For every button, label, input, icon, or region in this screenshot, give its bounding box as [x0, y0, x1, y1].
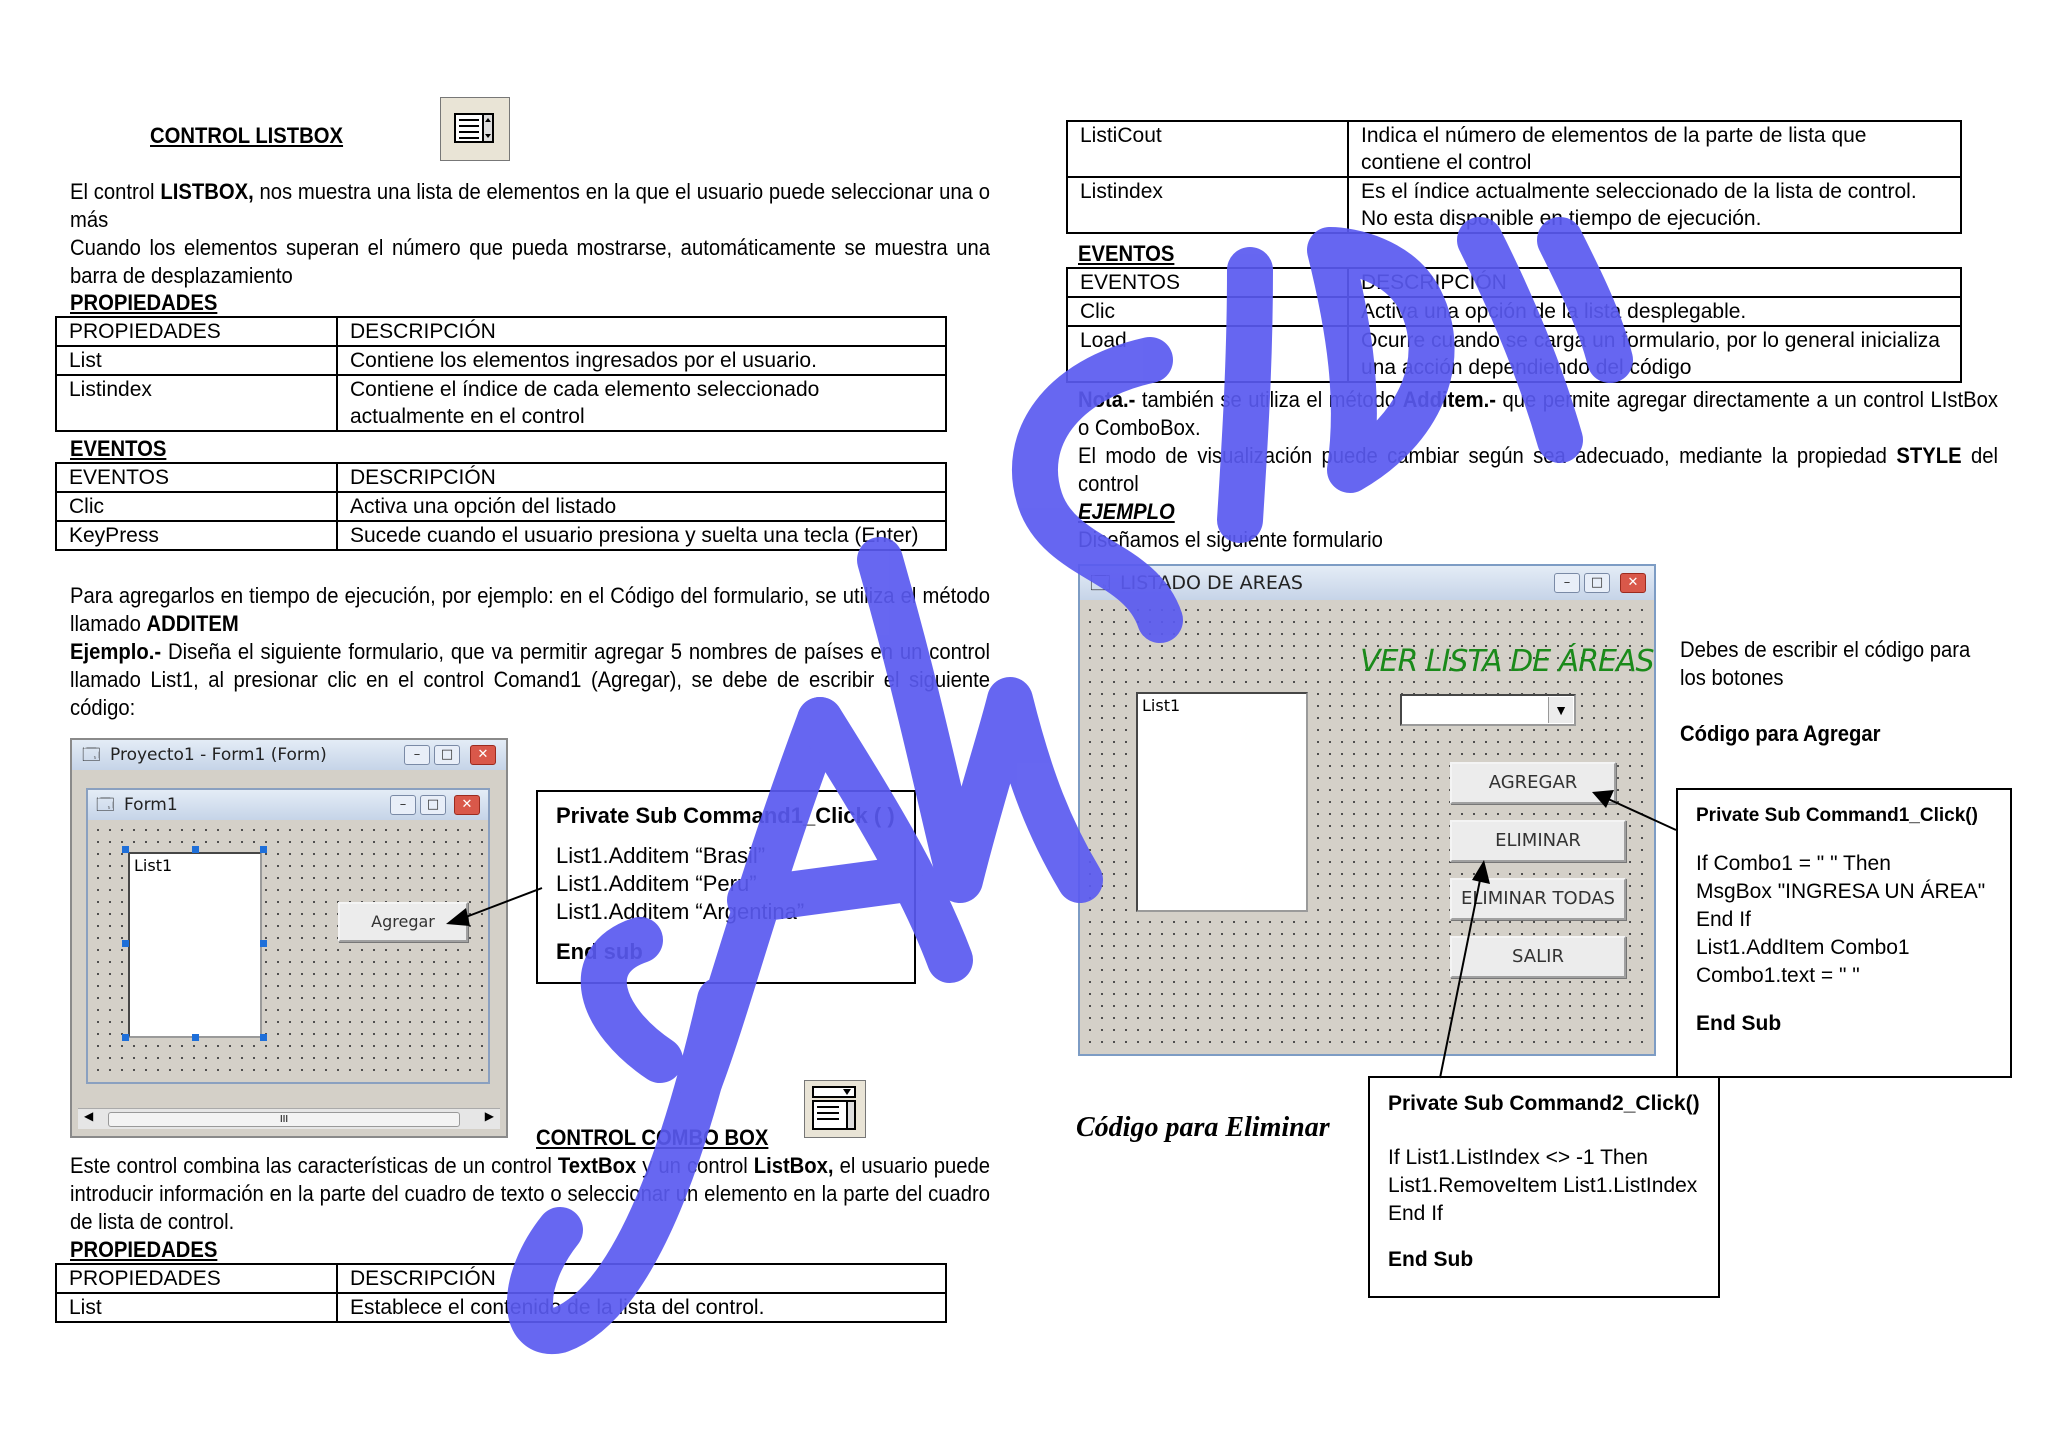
scroll-left-icon[interactable]: ◀ — [84, 1109, 94, 1123]
listbox-intro-paragraph: El control LISTBOX, nos muestra una lista de elementos en la que el usuario puede seleccionar una o más Cuando los elementos superan el número que pueda mostrarse, automáticamente se muestra una barra de desplazamiento — [70, 179, 991, 288]
code-title: Private Sub Command1_Click ( ) — [556, 803, 895, 828]
additem-paragraph: Para agregarlos en tiempo de ejecución, por ejemplo: en el Código del formulario, se utiliza el método llamado ADDITEM Ejemplo.- Diseña el siguiente formulario, que va permitir agregar 5 nombres de países en un control llamado List1, al presionar clic en el control Comand1 (Agregar), se debe de escribir el siguiente código: — [70, 583, 991, 720]
table-cell: Activa una opción de la lista desplegable. — [1348, 297, 1961, 326]
table-cell: Contiene el índice de cada elemento seleccionado actualmente en el control — [337, 375, 946, 431]
code-line: If Combo1 = " " Then — [1696, 852, 1891, 875]
vb-project-titlebar — [72, 740, 506, 770]
table-header: DESCRIPCIÓN — [337, 317, 946, 346]
eliminar-button[interactable]: ELIMINAR — [1450, 820, 1626, 862]
combobox-properties-table — [55, 1263, 947, 1323]
table-header: DESCRIPCIÓN — [1348, 268, 1961, 297]
listbox-title: CONTROL LISTBOX — [150, 123, 344, 148]
code-end: End Sub — [1696, 1012, 1782, 1035]
vb-project-window — [70, 738, 508, 1138]
table-header: PROPIEDADES — [56, 317, 337, 346]
table-cell: List — [56, 346, 337, 375]
table-cell: Establece el contenido de la lista del control. — [337, 1293, 946, 1322]
side-note: Debes de escribir el código para los botones — [1680, 637, 1971, 690]
combobox-properties-heading: PROPIEDADES — [70, 1237, 218, 1262]
table-header: EVENTOS — [56, 463, 337, 492]
command2-code-box — [1368, 1076, 1720, 1298]
chevron-down-icon[interactable]: ▼ — [1548, 697, 1573, 723]
salir-button[interactable]: SALIR — [1450, 936, 1626, 978]
table-header: PROPIEDADES — [56, 1264, 337, 1293]
maximize-icon[interactable]: □ — [1584, 573, 1610, 593]
nota-paragraph: Nota.- también se utiliza el método Additem.- que permite agregar directamente a un control LIstBox o ComboBox. El modo de visualización puede cambiar según sea adecuado, mediante la propiedad STYLE del control EJEMPLO Diseñamos el siguiente formulario — [1078, 387, 1998, 552]
minimize-icon[interactable]: – — [390, 795, 416, 815]
command1-code-box — [536, 790, 916, 984]
close-icon[interactable]: ✕ — [470, 745, 496, 765]
code-title: Private Sub Command1_Click() — [1696, 805, 1978, 826]
table-cell: Clic — [1067, 297, 1348, 326]
table-header: EVENTOS — [1067, 268, 1348, 297]
combobox-title: CONTROL COMBO BOX — [536, 1125, 769, 1150]
scroll-thumb[interactable]: III — [108, 1112, 460, 1127]
scroll-right-icon[interactable]: ▶ — [484, 1109, 494, 1123]
code-line: List1.Additem “Brasil” — [556, 843, 766, 868]
code-end: End sub — [556, 939, 643, 964]
close-icon[interactable]: ✕ — [454, 795, 480, 815]
code-line: List1.Additem “Peru” — [556, 871, 757, 896]
form-banner-label: VER LISTA DE ÁREAS — [1360, 644, 1654, 679]
close-icon[interactable]: ✕ — [1620, 573, 1646, 593]
table-cell: Load — [1067, 326, 1348, 382]
code-line: End If — [1388, 1202, 1443, 1225]
form1-title: Form1 — [124, 795, 178, 815]
agregar-button[interactable]: AGREGAR — [1450, 762, 1616, 804]
table-cell: Listindex — [1067, 177, 1348, 233]
combobox-intro-paragraph: Este control combina las características de un control TextBox y un control ListBox, el usuario puede introducir información en la parte del cuadro de texto o seleccionar un elemento en la parte del cuadro de lista de control. — [70, 1153, 990, 1234]
minimize-icon[interactable]: – — [404, 745, 430, 765]
minimize-icon[interactable]: – — [1554, 573, 1580, 593]
table-header: DESCRIPCIÓN — [337, 463, 946, 492]
window-icon: 🗔 — [82, 745, 101, 765]
table-cell: Es el índice actualmente seleccionado de la lista de control. No esta disponible en tiempo de ejecución. — [1348, 177, 1961, 233]
table-cell: Ocurre cuando se carga un formulario, por lo general inicializa una acción dependiendo del código — [1348, 326, 1961, 382]
maximize-icon[interactable]: □ — [434, 745, 460, 765]
code-end: End Sub — [1388, 1248, 1474, 1271]
combobox-events-table — [1066, 267, 1962, 383]
combobox-toolbox-icon — [804, 1080, 866, 1138]
table-header: DESCRIPCIÓN — [337, 1264, 946, 1293]
vb-form1-window — [86, 788, 490, 1084]
listbox-properties-table — [55, 316, 947, 432]
table-cell: Listindex — [56, 375, 337, 431]
window-icon: 🗔 — [1090, 572, 1111, 594]
table-cell: Sucede cuando el usuario presiona y suelta una tecla (Enter) — [337, 521, 946, 550]
listbox-events-table — [55, 462, 947, 551]
table-cell: ListiCout — [1067, 121, 1348, 177]
maximize-icon[interactable]: □ — [420, 795, 446, 815]
eliminar-todas-button[interactable]: ELIMINAR TODAS — [1450, 878, 1626, 920]
code-agregar-heading: Código para Agregar — [1680, 721, 1881, 746]
form1-titlebar — [88, 790, 488, 820]
table-cell: Activa una opción del listado — [337, 492, 946, 521]
command1-code-box — [1676, 788, 2012, 1078]
code-line: Combo1.text = " " — [1696, 964, 1860, 987]
agregar-button[interactable]: Agregar — [338, 902, 468, 942]
listbox-toolbox-icon — [440, 97, 510, 161]
form-title: LISTADO DE AREAS — [1120, 572, 1303, 594]
table-cell: List — [56, 1293, 337, 1322]
table-cell: KeyPress — [56, 521, 337, 550]
code-line: List1.RemoveItem List1.ListIndex — [1388, 1174, 1698, 1197]
list1-label: List1 — [1142, 696, 1181, 715]
list1-label: List1 — [134, 856, 173, 875]
pointer-arrows — [1370, 760, 1700, 1100]
code-line: If List1.ListIndex <> -1 Then — [1388, 1146, 1648, 1169]
events-heading: EVENTOS — [70, 436, 167, 461]
code-line: List1.AddItem Combo1 — [1696, 936, 1910, 959]
code-eliminar-heading: Código para Eliminar — [1076, 1112, 1330, 1143]
code-line: MsgBox "INGRESA UN ÁREA" — [1696, 880, 1986, 903]
code-title: Private Sub Command2_Click() — [1388, 1092, 1700, 1115]
list1-control[interactable] — [128, 852, 262, 1038]
window-icon: 🗔 — [96, 795, 115, 815]
list1-control[interactable] — [1136, 692, 1308, 912]
pointer-arrow — [440, 880, 550, 930]
combo1-dropdown[interactable] — [1400, 694, 1576, 726]
table-cell: Indica el número de elementos de la parte de lista que contiene el control — [1348, 121, 1961, 177]
window-title: Proyecto1 - Form1 (Form) — [110, 745, 327, 765]
horizontal-scrollbar[interactable] — [78, 1108, 500, 1129]
form-titlebar — [1080, 566, 1654, 600]
properties-heading: PROPIEDADES — [70, 290, 218, 315]
table-cell: Contiene los elementos ingresados por el usuario. — [337, 346, 946, 375]
code-line: End If — [1696, 908, 1751, 931]
combobox-events-heading: EVENTOS — [1078, 241, 1175, 266]
table-cell: Clic — [56, 492, 337, 521]
combobox-properties-table-cont — [1066, 120, 1962, 234]
code-line: List1.Additem “Argentina” — [556, 899, 805, 924]
